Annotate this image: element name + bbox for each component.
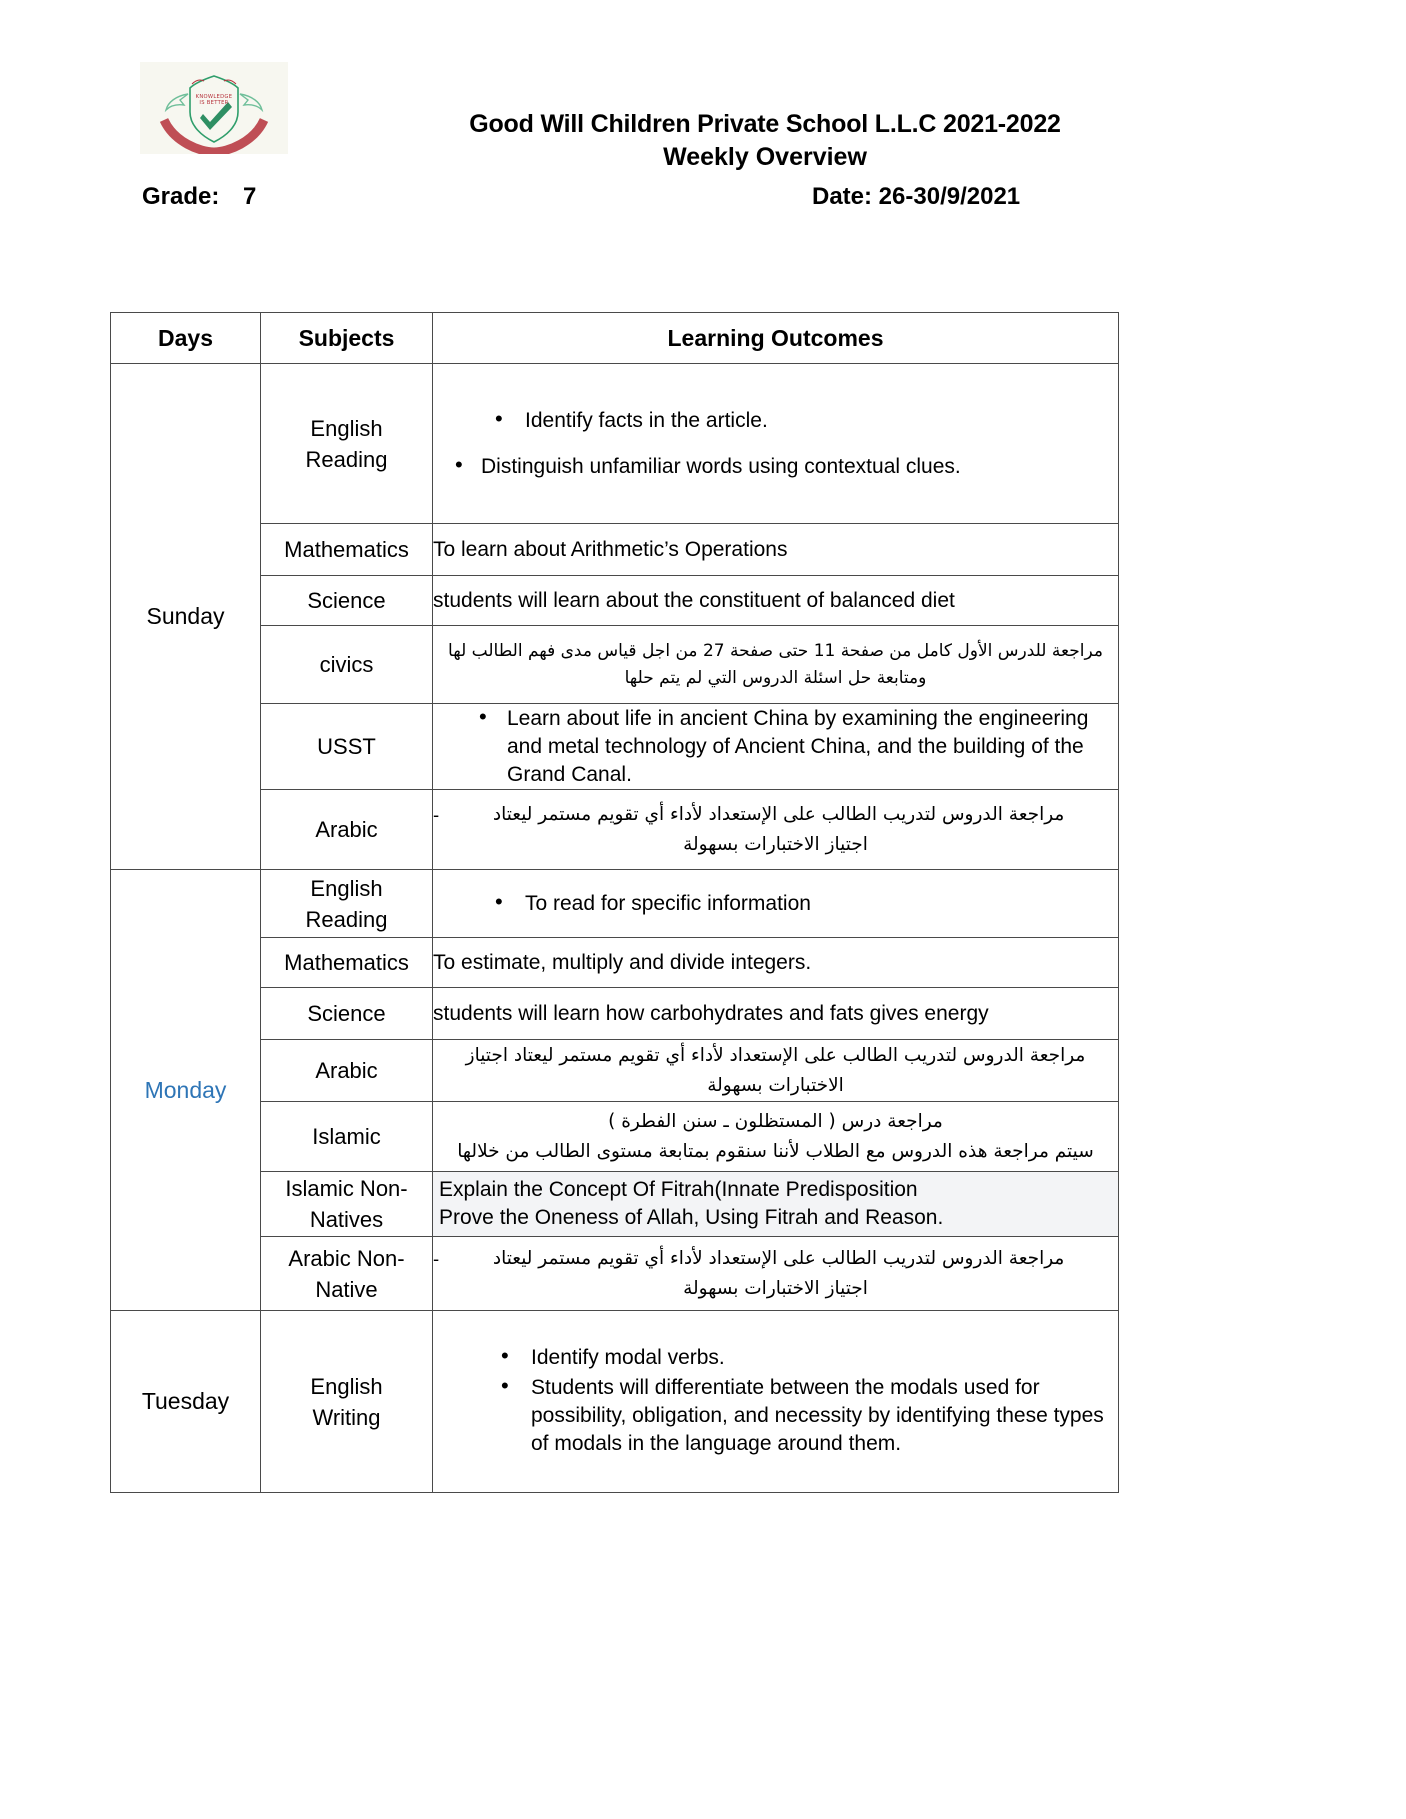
outcome-text-block	[433, 1172, 1118, 1236]
table-row	[111, 870, 1119, 938]
learning-outcome-cell	[433, 1040, 1119, 1102]
day-label: Tuesday	[141, 1388, 230, 1414]
subject-cell	[261, 626, 433, 704]
weekly-overview-table	[110, 312, 1119, 1493]
grade-label: Grade:	[142, 183, 220, 210]
outcome-text: students will learn how carbohydrates and fats gives energy	[433, 1001, 989, 1025]
outcome-bullet: • Identify facts in the article.	[433, 407, 1118, 435]
table-row	[111, 988, 1119, 1040]
outcome-arabic-line: - مراجعة الدروس لتدريب الطالب على الإستعداد لأداء أي تقويم مستمر ليعتاد	[433, 800, 1118, 830]
dash-marker: -	[433, 803, 440, 825]
day-cell-monday	[111, 870, 261, 1311]
subject-line: Reading	[305, 446, 388, 472]
subject-line: Science	[307, 1001, 386, 1026]
subject-line: Arabic	[315, 1058, 378, 1083]
learning-outcome-cell	[433, 1102, 1119, 1172]
table-row	[111, 704, 1119, 790]
subject-cell	[261, 790, 433, 870]
subject-cell	[261, 1237, 433, 1311]
learning-outcome-cell	[433, 938, 1119, 988]
subject-cell	[261, 988, 433, 1040]
table-header-row	[111, 313, 1119, 364]
subject-line: Native	[315, 1276, 378, 1302]
subject-line: Islamic Non-	[285, 1176, 408, 1201]
outcome-arabic-line: مراجعة الدروس لتدريب الطالب على الإستعداد لأداء أي تقويم مستمر ليعتاد اجتياز	[465, 1044, 1086, 1066]
outcome-bullet: • Distinguish unfamiliar words using contextual clues.	[433, 453, 1118, 481]
subject-line: civics	[319, 652, 374, 677]
outcome-arabic-text	[433, 1107, 1118, 1167]
grade-date-row	[0, 183, 1406, 223]
table-row	[111, 576, 1119, 626]
learning-outcome-cell	[433, 704, 1119, 790]
learning-outcome-cell	[433, 1237, 1119, 1311]
subject-line: Reading	[305, 906, 388, 932]
subject-line: USST	[317, 734, 376, 759]
subject-line: Mathematics	[284, 537, 409, 562]
grade-value: 7	[243, 183, 257, 210]
day-label: Monday	[144, 1076, 227, 1103]
table-row	[111, 1311, 1119, 1493]
subject-cell	[261, 704, 433, 790]
outcome-text-line: Explain the Concept Of Fitrah(Innate Predisposition	[439, 1178, 918, 1201]
outcome-arabic-line: ومتابعة حل اسئلة الدروس التي لم يتم حلها	[624, 667, 927, 688]
outcome-arabic-text	[433, 638, 1118, 692]
outcome-arabic-line: مراجعة للدرس الأول كامل من صفحة 11 حتى صفحة 27 من اجل قياس مدى فهم الطالب لها	[448, 640, 1103, 661]
learning-outcome-cell	[433, 1172, 1119, 1237]
outcome-arabic-line: اجتياز الاختبارات بسهولة	[683, 833, 868, 855]
svg-text:KNOWLEDGE: KNOWLEDGE	[195, 94, 233, 100]
outcome-text: students will learn about the constituent of balanced diet	[433, 588, 955, 612]
table-row	[111, 790, 1119, 870]
learning-outcome-cell	[433, 524, 1119, 576]
subject-cell	[261, 576, 433, 626]
subject-cell	[261, 1311, 433, 1493]
subject-line: English	[310, 875, 383, 901]
subject-line: English	[310, 1373, 383, 1399]
outcome-arabic-line: الاختبارات بسهولة	[707, 1074, 844, 1096]
subject-cell	[261, 524, 433, 576]
learning-outcome-cell	[433, 1311, 1119, 1493]
table-row	[111, 1102, 1119, 1172]
table-row	[111, 1237, 1119, 1311]
outcome-bullet: • To read for specific information	[433, 890, 1118, 918]
outcome-arabic-line: - مراجعة الدروس لتدريب الطالب على الإستعداد لأداء أي تقويم مستمر ليعتاد	[433, 1244, 1118, 1274]
learning-outcome-cell	[433, 790, 1119, 870]
weekly-overview-table-wrapper	[110, 312, 1118, 1493]
subject-line: Islamic	[312, 1124, 381, 1149]
learning-outcome-cell	[433, 364, 1119, 524]
outcome-arabic-line: سيتم مراجعة هذه الدروس مع الطلاب لأننا سنقوم بمتابعة مستوى الطالب من خلالها	[457, 1140, 1094, 1162]
table-row	[111, 1040, 1119, 1102]
subject-cell	[261, 1040, 433, 1102]
document-header	[0, 0, 1406, 240]
outcome-bullet-list	[433, 705, 1118, 789]
outcome-arabic-line: مراجعة درس ( المستظلون ـ سنن الفطرة )	[608, 1110, 943, 1132]
outcome-bullet-list	[433, 407, 1118, 481]
subject-cell	[261, 1102, 433, 1172]
school-title: Good Will Children Private School L.L.C 2021-2022	[469, 110, 1061, 138]
school-logo	[140, 62, 288, 154]
subject-line: Arabic Non-	[288, 1245, 405, 1271]
outcome-arabic-text	[433, 1041, 1118, 1101]
table-row	[111, 938, 1119, 988]
outcome-bullet: • Identify modal verbs.	[433, 1344, 1118, 1372]
subject-cell	[261, 938, 433, 988]
outcome-text: To estimate, multiply and divide integers.	[433, 950, 812, 974]
subject-line: Natives	[309, 1207, 384, 1232]
learning-outcome-cell	[433, 626, 1119, 704]
learning-outcome-cell	[433, 988, 1119, 1040]
outcome-bullet-list	[433, 890, 1118, 918]
outcome-arabic-dash-block	[433, 1244, 1118, 1304]
subject-cell	[261, 1172, 433, 1237]
outcome-arabic-dash-block	[433, 800, 1118, 860]
learning-outcome-cell	[433, 576, 1119, 626]
table-row	[111, 1172, 1119, 1237]
column-header-subjects: Subjects	[261, 313, 433, 364]
subject-line: Science	[307, 588, 386, 613]
learning-outcome-cell	[433, 870, 1119, 938]
column-header-learning-outcomes: Learning Outcomes	[433, 313, 1119, 364]
table-row	[111, 524, 1119, 576]
subject-cell	[261, 364, 433, 524]
outcome-text: To learn about Arithmetic’s Operations	[433, 537, 788, 561]
table-row	[111, 626, 1119, 704]
outcome-bullet: • Learn about life in ancient China by examining the engineering and metal technology of Ancient China, and the building of the Grand Canal.	[433, 705, 1118, 789]
date-label: Date: 26-30/9/2021	[812, 183, 1021, 210]
outcome-arabic-line: اجتياز الاختبارات بسهولة	[683, 1277, 868, 1299]
day-cell-tuesday	[111, 1311, 261, 1493]
table-row	[111, 364, 1119, 524]
svg-text:IS BETTER: IS BETTER	[199, 100, 229, 106]
outcome-bullet-list	[433, 1344, 1118, 1458]
table-body	[111, 364, 1119, 1493]
subject-line: Writing	[312, 1404, 381, 1430]
outcome-bullet: • Students will differentiate between the modals used for possibility, obligation, and necessity by identifying these types of modals in the language around them.	[433, 1374, 1118, 1458]
day-cell-sunday	[111, 364, 261, 870]
title-block	[290, 108, 1240, 174]
day-label: Sunday	[146, 603, 225, 629]
subject-cell	[261, 870, 433, 938]
subject-line: English	[310, 415, 383, 441]
outcome-text-line: Prove the Oneness of Allah, Using Fitrah and Reason.	[439, 1206, 944, 1229]
dash-marker: -	[433, 1247, 440, 1269]
subject-line: Mathematics	[284, 950, 409, 975]
document-title: Weekly Overview	[663, 143, 867, 171]
column-header-days: Days	[111, 313, 261, 364]
subject-line: Arabic	[315, 817, 378, 842]
